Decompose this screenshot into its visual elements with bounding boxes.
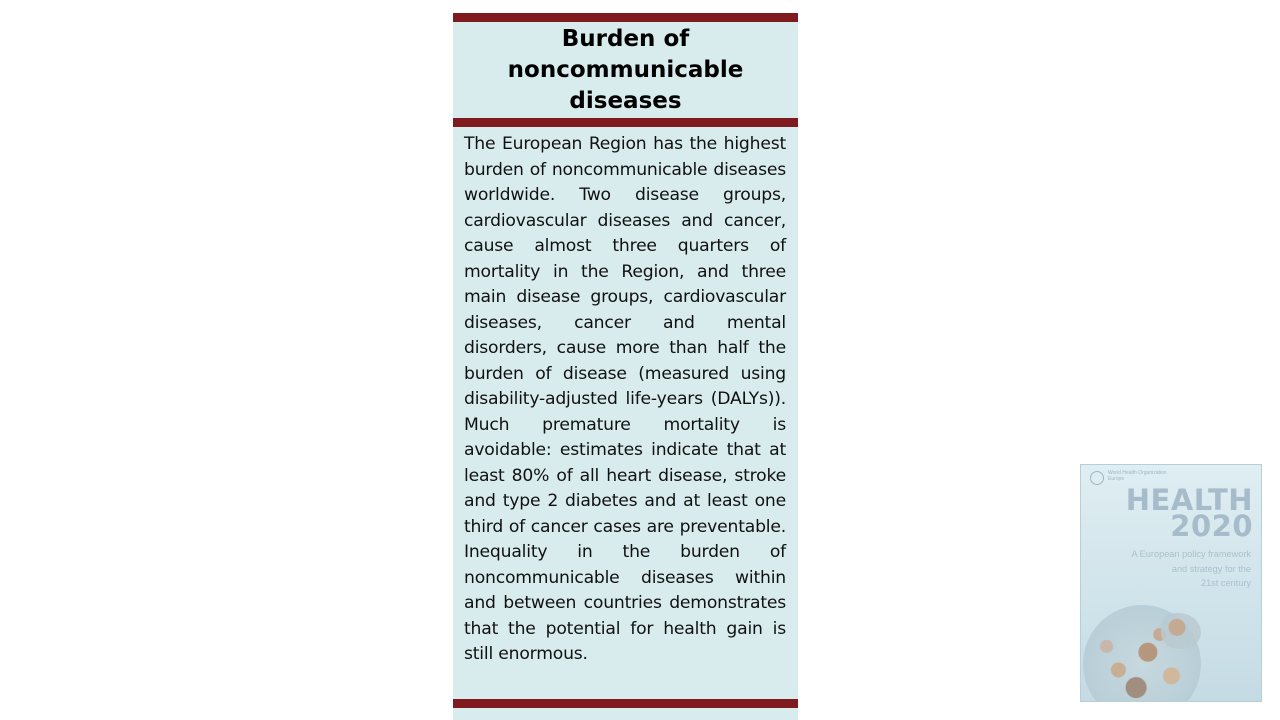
text-panel <box>453 13 798 720</box>
top-divider <box>453 13 798 22</box>
panel-title-line-1: Burden of <box>561 26 690 52</box>
who-logo-text: World Health Organization Europe <box>1108 470 1167 482</box>
cover-title-line-1: HEALTH <box>1125 483 1253 517</box>
cover-subtitle-line-2: and strategy for the <box>1171 563 1251 574</box>
health-2020-cover-thumbnail <box>1080 464 1262 702</box>
cover-subtitle <box>1111 547 1251 591</box>
bottom-divider <box>453 699 798 708</box>
who-logo-icon <box>1090 471 1104 485</box>
title-divider <box>453 118 798 127</box>
panel-title <box>453 24 798 117</box>
cover-title <box>1125 483 1253 543</box>
cover-title-line-2: 2020 <box>1170 509 1253 543</box>
globe-collage-detail <box>1161 613 1201 649</box>
panel-title-line-2: noncommunicable <box>507 57 744 83</box>
cover-subtitle-line-1: A European policy framework <box>1131 549 1251 559</box>
cover-subtitle-line-3: 21st century <box>1200 578 1251 588</box>
panel-body-text: The European Region has the highest burden of noncommunicable diseases worldwide. Two disease groups, cardiovascular diseases and cancer, cause almost three quarters of mortality in the Region, and three main disease groups, cardiovascular diseases, cancer and mental disorders, cause more than half the burden of disease (measured using disability-adjusted life-years (DALYs)). Much premature mortality is avoidable: estimates indicate that at least 80% of all heart disease, stroke and type 2 diabetes and at least one third of cancer cases are preventable. Inequality in the burden of noncommunicable diseases within and between countries demonstrates that the potential for health gain is still enormous. <box>464 134 786 664</box>
panel-title-line-3: diseases <box>569 88 682 114</box>
